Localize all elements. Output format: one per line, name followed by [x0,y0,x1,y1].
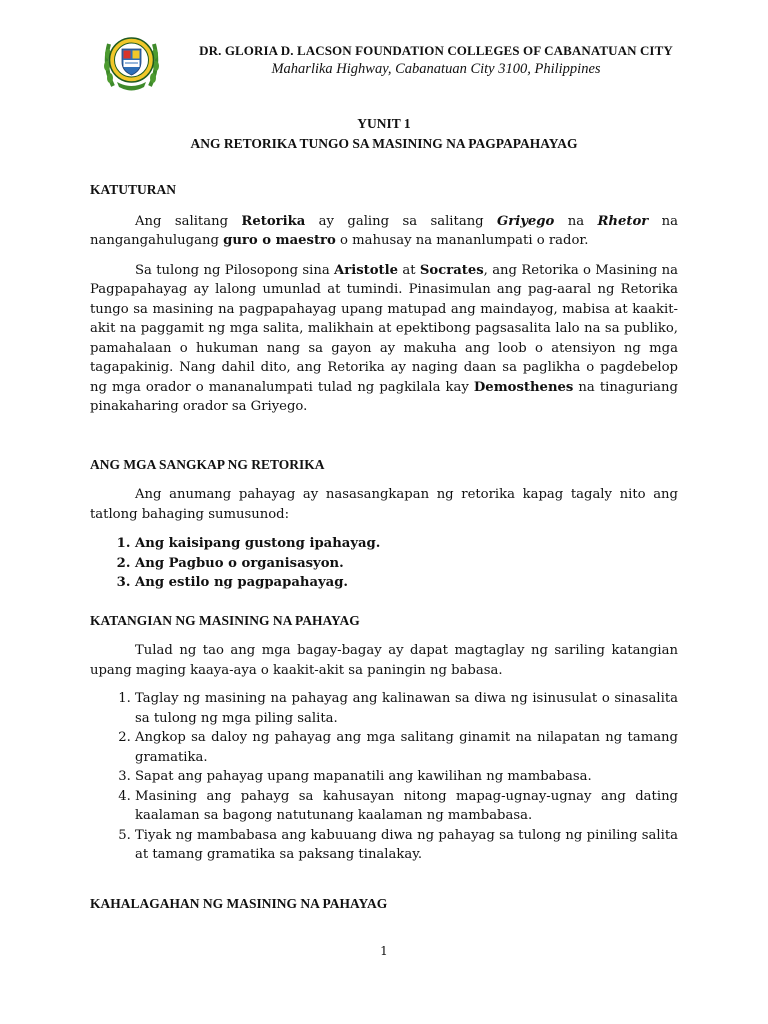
paragraph-katangian-intro: Tulad ng tao ang mga bagay-bagay ay dapat magtaglay ng sariling katangian upang maging kaaya-aya o kaakit-akit sa paningin ng babasa. [90,643,678,678]
paragraph-katuturan-2: Sa tulong ng Pilosopong sina Aristotle at Socrates, ang Retorika o Masining na Pagpapahayag ay lalong umunlad at tumindi. Pinasimulan ang pag-aaral ng Retorika tungo sa masining na pagpapahayag upang matupad ang maindayog, mabisa at kaakit-akit na paggamit ng mga salita, malikhain at epektibong pagsasalita lalo na sa publiko, pamahalaan o hukuman nang sa gayon ay makuha ang loob o atensiyon ng mga tagapakinig. Nang dahil dito, ang Retorika ay naging daan sa paglikha o pagdebelop ng mga orador o mananalumpati tulad ng pagkilala kay Demosthenes na tinaguriang pinakaharing orador sa Griyego. [90,262,678,414]
list-item: 3. Ang estilo ng pagpapahayag. [135,573,678,593]
letterhead [196,43,676,78]
list-item: 1. Ang kaisipang gustong ipahayag. [135,534,678,554]
school-name: DR. GLORIA D. LACSON FOUNDATION COLLEGES OF CABANATUAN CITY [199,43,673,58]
list-item: 4. Masining ang pahayg sa kahusayan nitong mapag-ugnay-ugnay ang dating kaalaman sa bagong natutunang kaalaman ng mambabasa. [135,787,678,826]
document-body [90,180,678,913]
section-heading-kahalagahan: KAHALAGAHAN NG MASINING NA PAHAYAG [90,895,388,911]
list-item: 1. Taglay ng masining na pahayag ang kalinawan sa diwa ng isinusulat o sinasalita sa tulong ng mga piling salita. [135,689,678,728]
topic-title: ANG RETORIKA TUNGO SA MASINING NA PAGPAPAHAYAG [190,136,578,151]
section-heading-sangkap: ANG MGA SANGKAP NG RETORIKA [90,456,325,472]
section-heading-katangian: KATANGIAN NG MASINING NA PAHAYAG [90,612,360,628]
list-item: 2. Ang Pagbuo o organisasyon. [135,554,678,574]
paragraph-sangkap-intro: Ang anumang pahayag ay nasasangkapan ng retorika kapag tagaly nito ang tatlong bahaging sumusunod: [90,487,678,522]
list-item: 2. Angkop sa daloy ng pahayag ang mga salitang ginamit na nilapatan ng tamang gramatika. [135,728,678,767]
sangkap-list [90,534,678,593]
document-title [90,114,678,154]
unit-title: YUNIT 1 [357,116,411,131]
section-heading-katuturan: KATUTURAN [90,182,177,197]
list-item: 5. Tiyak ng mambabasa ang kabuuang diwa ng pahayag sa tulong ng piniling salita at tamang gramatika sa paksang tinalakay. [135,826,678,865]
school-address: Maharlika Highway, Cabanatuan City 3100, Philippines [271,61,601,77]
paragraph-katuturan-1: Ang salitang Retorika ay galing sa salitang Griyego na Rhetor na nangangahulugang guro o maestro o mahusay na mananlumpati o rador. [90,213,678,248]
list-item: 3. Sapat ang pahayag upang mapanatili ang kawilihan ng mambabasa. [135,767,678,787]
katangian-list [90,689,678,865]
page-number: 1 [380,944,388,958]
school-seal-logo [103,14,160,102]
